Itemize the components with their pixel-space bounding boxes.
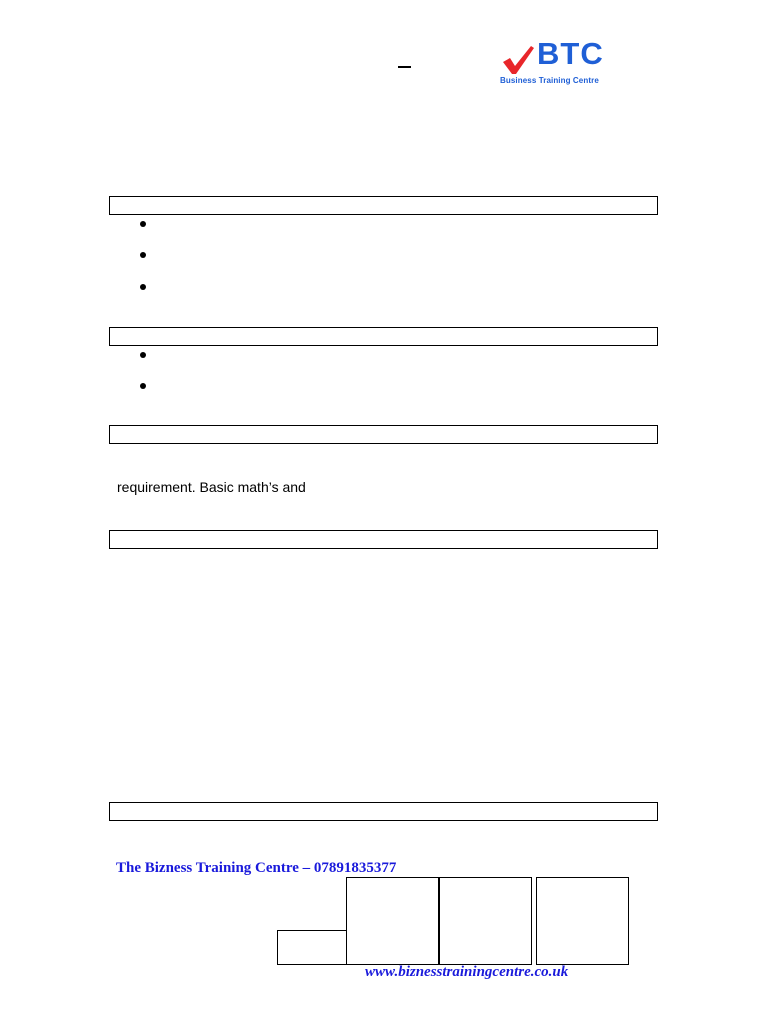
body-paragraph: requirement. Basic math’s and [117,479,306,495]
bullet-1 [140,221,146,227]
logo-text: BTC [537,36,604,71]
section-header-box-3 [109,425,658,444]
bullet-4 [140,352,146,358]
section-header-box-2 [109,327,658,346]
footer-rect-1 [277,930,347,965]
section-header-box-1 [109,196,658,215]
footer-rect-3 [439,877,532,965]
footer-website-link[interactable]: www.biznesstrainingcentre.co.uk [365,964,569,980]
footer-rect-2 [346,877,439,965]
footer-rect-4 [536,877,629,965]
footer-company-line: The Bizness Training Centre – 07891835377 [116,860,397,876]
btc-logo [499,36,619,88]
bullet-2 [140,252,146,258]
bullet-3 [140,284,146,290]
title-dash [398,66,411,68]
logo-subtitle: Business Training Centre [500,76,599,85]
section-header-box-4 [109,530,658,549]
checkmark-icon [501,44,535,76]
bullet-5 [140,383,146,389]
section-header-box-5 [109,802,658,821]
